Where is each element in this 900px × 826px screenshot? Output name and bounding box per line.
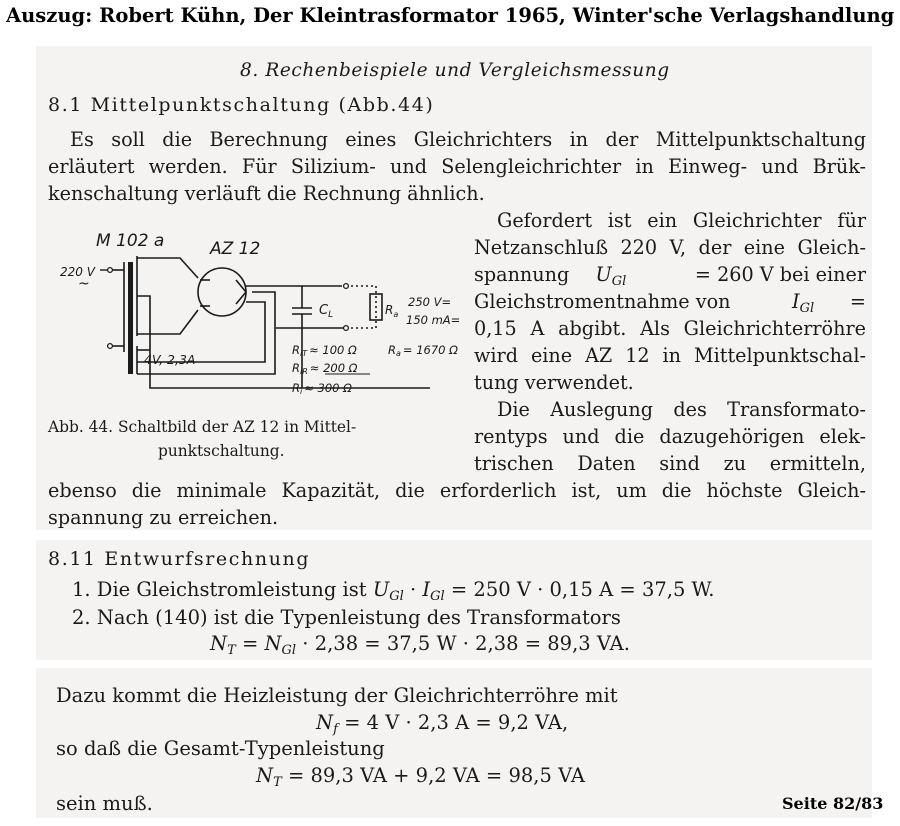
item-2: 2. Nach (140) ist die Typenleistung des Transformators: [72, 606, 621, 629]
symbol-i-2: I: [422, 578, 431, 601]
document-header: Auszug: Robert Kühn, Der Kleintrasformator 1965, Winter'sche Verlagshandlung: [6, 4, 895, 27]
lower-line-1: Dazu kommt die Heizleistung der Gleichrichterröhre mit: [56, 684, 618, 707]
word-gleichstromentnahme: Gleichstromentnahme von: [474, 290, 731, 313]
page-number: Seite 82/83: [782, 794, 884, 813]
right-line-5: 0,15 A abgibt. Als Gleichrichterröhre: [474, 317, 866, 340]
label-rating-i: 150 mA=: [406, 313, 461, 327]
right-line-10: trischen Daten sind zu ermitteln,: [474, 452, 866, 475]
label-rit: RiT ≈ 100 Ω: [292, 343, 357, 358]
equation-nf: $N_f = 4$ V · 2,3 A = 9,2 VA,: [316, 711, 569, 737]
label-rir: RiR ≈ 200 Ω: [292, 361, 358, 376]
item-1: 1. Die Gleichstromleistung ist $U_{Gl} \cdot I_{Gl} = 250$ V · 0,15 A = 37,5 W.: [72, 578, 715, 604]
label-ra: Ra = 1670 Ω: [388, 343, 458, 358]
symbol-gl-sub-2: Gl: [799, 301, 815, 316]
right-line-6: wird eine AZ 12 in Mittelpunktschal-: [474, 344, 866, 367]
right-line-7: tung verwendet.: [474, 371, 634, 394]
right-line-4: [474, 290, 866, 316]
intro-line-3: kenschaltung verläuft die Rechnung ähnlich.: [48, 182, 485, 205]
right-line-9: rentyps und die dazugehörigen elek-: [474, 425, 866, 448]
equals-sign: =: [849, 290, 866, 313]
symbol-u: U: [595, 263, 612, 286]
figure-caption-line-2: punktschaltung.: [158, 442, 285, 460]
word-spannung: spannung: [474, 263, 570, 286]
label-heater: 4V, 2,3A: [144, 352, 196, 367]
right-line-3: [474, 263, 866, 289]
right-line-2: Netzanschluß 220 V, der eine Gleich-: [474, 236, 866, 259]
tail-line-1: ebenso die minimale Kapazität, die erforderlich ist, um die höchste Gleich-: [48, 479, 866, 502]
label-rating-v: 250 V=: [408, 295, 452, 309]
right-line-8: Die Auslegung des Transformato-: [497, 398, 866, 421]
figure-caption-line-1: Abb. 44. Schaltbild der AZ 12 in Mittel-: [48, 418, 357, 436]
label-load: $R_a$: [385, 303, 399, 319]
spannung-value: = 260 V bei einer: [694, 263, 866, 286]
label-mains-symbol: ~: [78, 276, 90, 292]
right-line-1: Gefordert ist ein Gleichrichter für: [497, 209, 866, 232]
tail-line-2: spannung zu erreichen.: [48, 506, 279, 529]
symbol-i: I: [792, 290, 800, 313]
circuit-diagram: [40, 222, 470, 410]
label-ri: Ri ≈ 300 Ω: [292, 381, 352, 396]
label-tube: AZ 12: [210, 239, 261, 259]
symbol-gl-sub: Gl: [611, 274, 627, 289]
label-cap: $C_L$: [319, 303, 334, 320]
section-heading-8-1: 8.1 Mittelpunktschaltung (Abb.44): [48, 94, 435, 116]
lower-line-3: sein muß.: [56, 792, 153, 815]
lower-line-2: so daß die Gesamt-Typenleistung: [56, 737, 385, 760]
intro-line-2: erläutert werden. Für Silizium- und Selengleichrichter in Einweg- und Brük-: [48, 155, 866, 178]
chapter-title: 8. Rechenbeispiele und Vergleichsmessung: [240, 60, 670, 81]
intro-line-1: Es soll die Berechnung eines Gleichrichters in der Mittelpunktschaltung: [70, 128, 866, 151]
section-heading-8-11: 8.11 Entwurfsrechnung: [48, 548, 311, 570]
equation-total: $N_T = 89,3$ VA + 9,2 VA = 98,5 VA: [256, 764, 585, 790]
label-transformer: M 102 a: [96, 231, 165, 251]
symbol-u-2: U: [372, 578, 390, 601]
label-mains: 220 V: [60, 265, 95, 279]
equation-nt: $N_T = N_{Gl} \cdot 2,38 = 37,5$ W · 2,38 = 89,3 VA.: [210, 632, 630, 658]
